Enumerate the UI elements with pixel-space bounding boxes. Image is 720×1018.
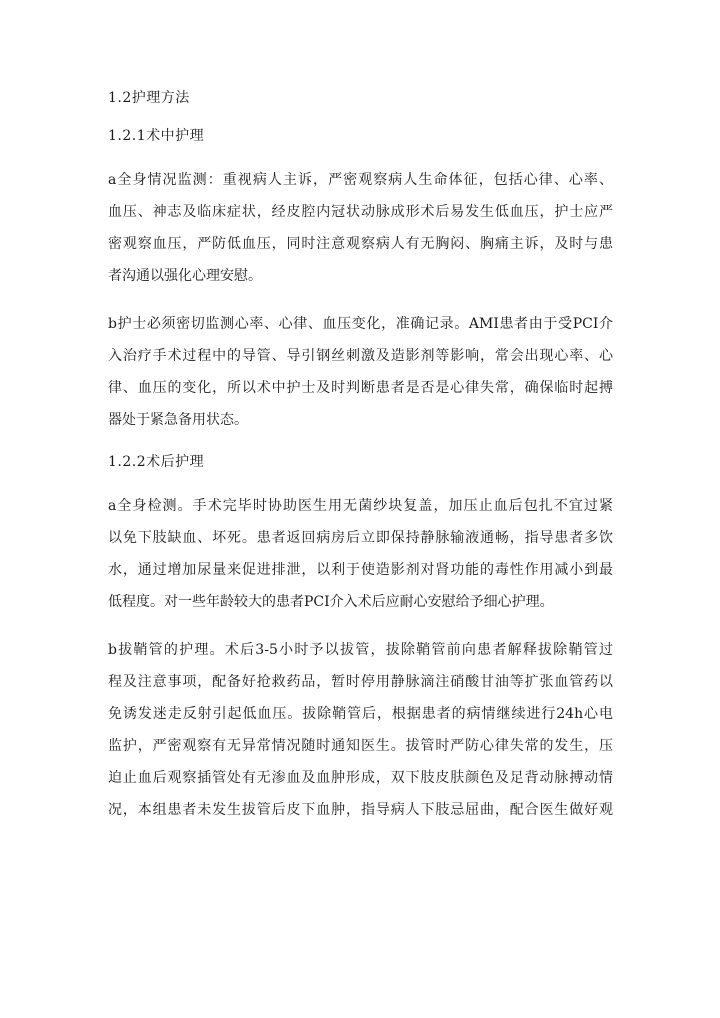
text-line: 入治疗手术过程中的导管、导引钢丝刺激及造影剂等影响，常会出现心率、心	[108, 348, 613, 364]
text-line: 血压、神志及临床症状，经皮腔内冠状动脉成形术后易发生低血压，护士应严	[108, 204, 613, 220]
subsection-heading-intraoperative: 1.2.1术中护理	[108, 128, 205, 144]
text-line: 免诱发迷走反射引起低血压。拔除鞘管后，根据患者的病情继续进行24h心电	[108, 706, 613, 722]
text-line: 迫止血后观察插管处有无渗血及血肿形成，双下肢皮肤颜色及足背动脉搏动情	[108, 770, 613, 786]
text-line: a全身检测。手术完毕时协助医生用无菌纱块复盖，加压止血后包扎不宜过紧	[108, 498, 613, 514]
paragraph-heart-monitoring	[108, 308, 613, 436]
text-line: 密观察血压，严防低血压，同时注意观察病人有无胸闷、胸痛主诉，及时与患	[108, 236, 613, 252]
text-line: 以免下肢缺血、坏死。患者返回病房后立即保持静脉输液通畅，指导患者多饮	[108, 530, 613, 546]
subsection-heading-postoperative: 1.2.2术后护理	[108, 454, 205, 470]
text-line: 程及注意事项，配备好抢救药品，暂时停用静脉滴注硝酸甘油等扩张血管药以	[108, 674, 613, 690]
section-heading-nursing-methods: 1.2护理方法	[108, 90, 190, 106]
text-line: 监护，严密观察有无异常情况随时通知医生。拔管时严防心律失常的发生，压	[108, 738, 613, 754]
paragraph-general-monitoring	[108, 164, 613, 292]
text-line: b护士必须密切监测心率、心律、血压变化，准确记录。AMI患者由于受PCI介	[108, 316, 613, 332]
text-line: a全身情况监测：重视病人主诉，严密观察病人生命体征，包括心律、心率、	[108, 172, 613, 188]
paragraph-sheath-removal	[108, 634, 613, 826]
text-line: 水，通过增加尿量来促进排泄，以利于使造影剂对肾功能的毒性作用减小到最	[108, 562, 613, 578]
text-line: 律、血压的变化，所以术中护士及时判断患者是否是心律失常，确保临时起搏	[108, 380, 613, 396]
paragraph-general-inspection	[108, 490, 613, 618]
text-line: b拔鞘管的护理。术后3-5小时予以拔管，拔除鞘管前向患者解释拔除鞘管过	[108, 642, 613, 658]
text-line: 者沟通以强化心理安慰。	[108, 268, 262, 284]
text-line: 器处于紧急备用状态。	[108, 412, 248, 428]
document-page	[108, 88, 613, 842]
text-line: 低程度。对一些年龄较大的患者PCI介入术后应耐心安慰给予细心护理。	[108, 594, 554, 610]
text-line: 况，本组患者未发生拔管后皮下血肿，指导病人下肢忌屈曲，配合医生做好观	[108, 802, 613, 818]
